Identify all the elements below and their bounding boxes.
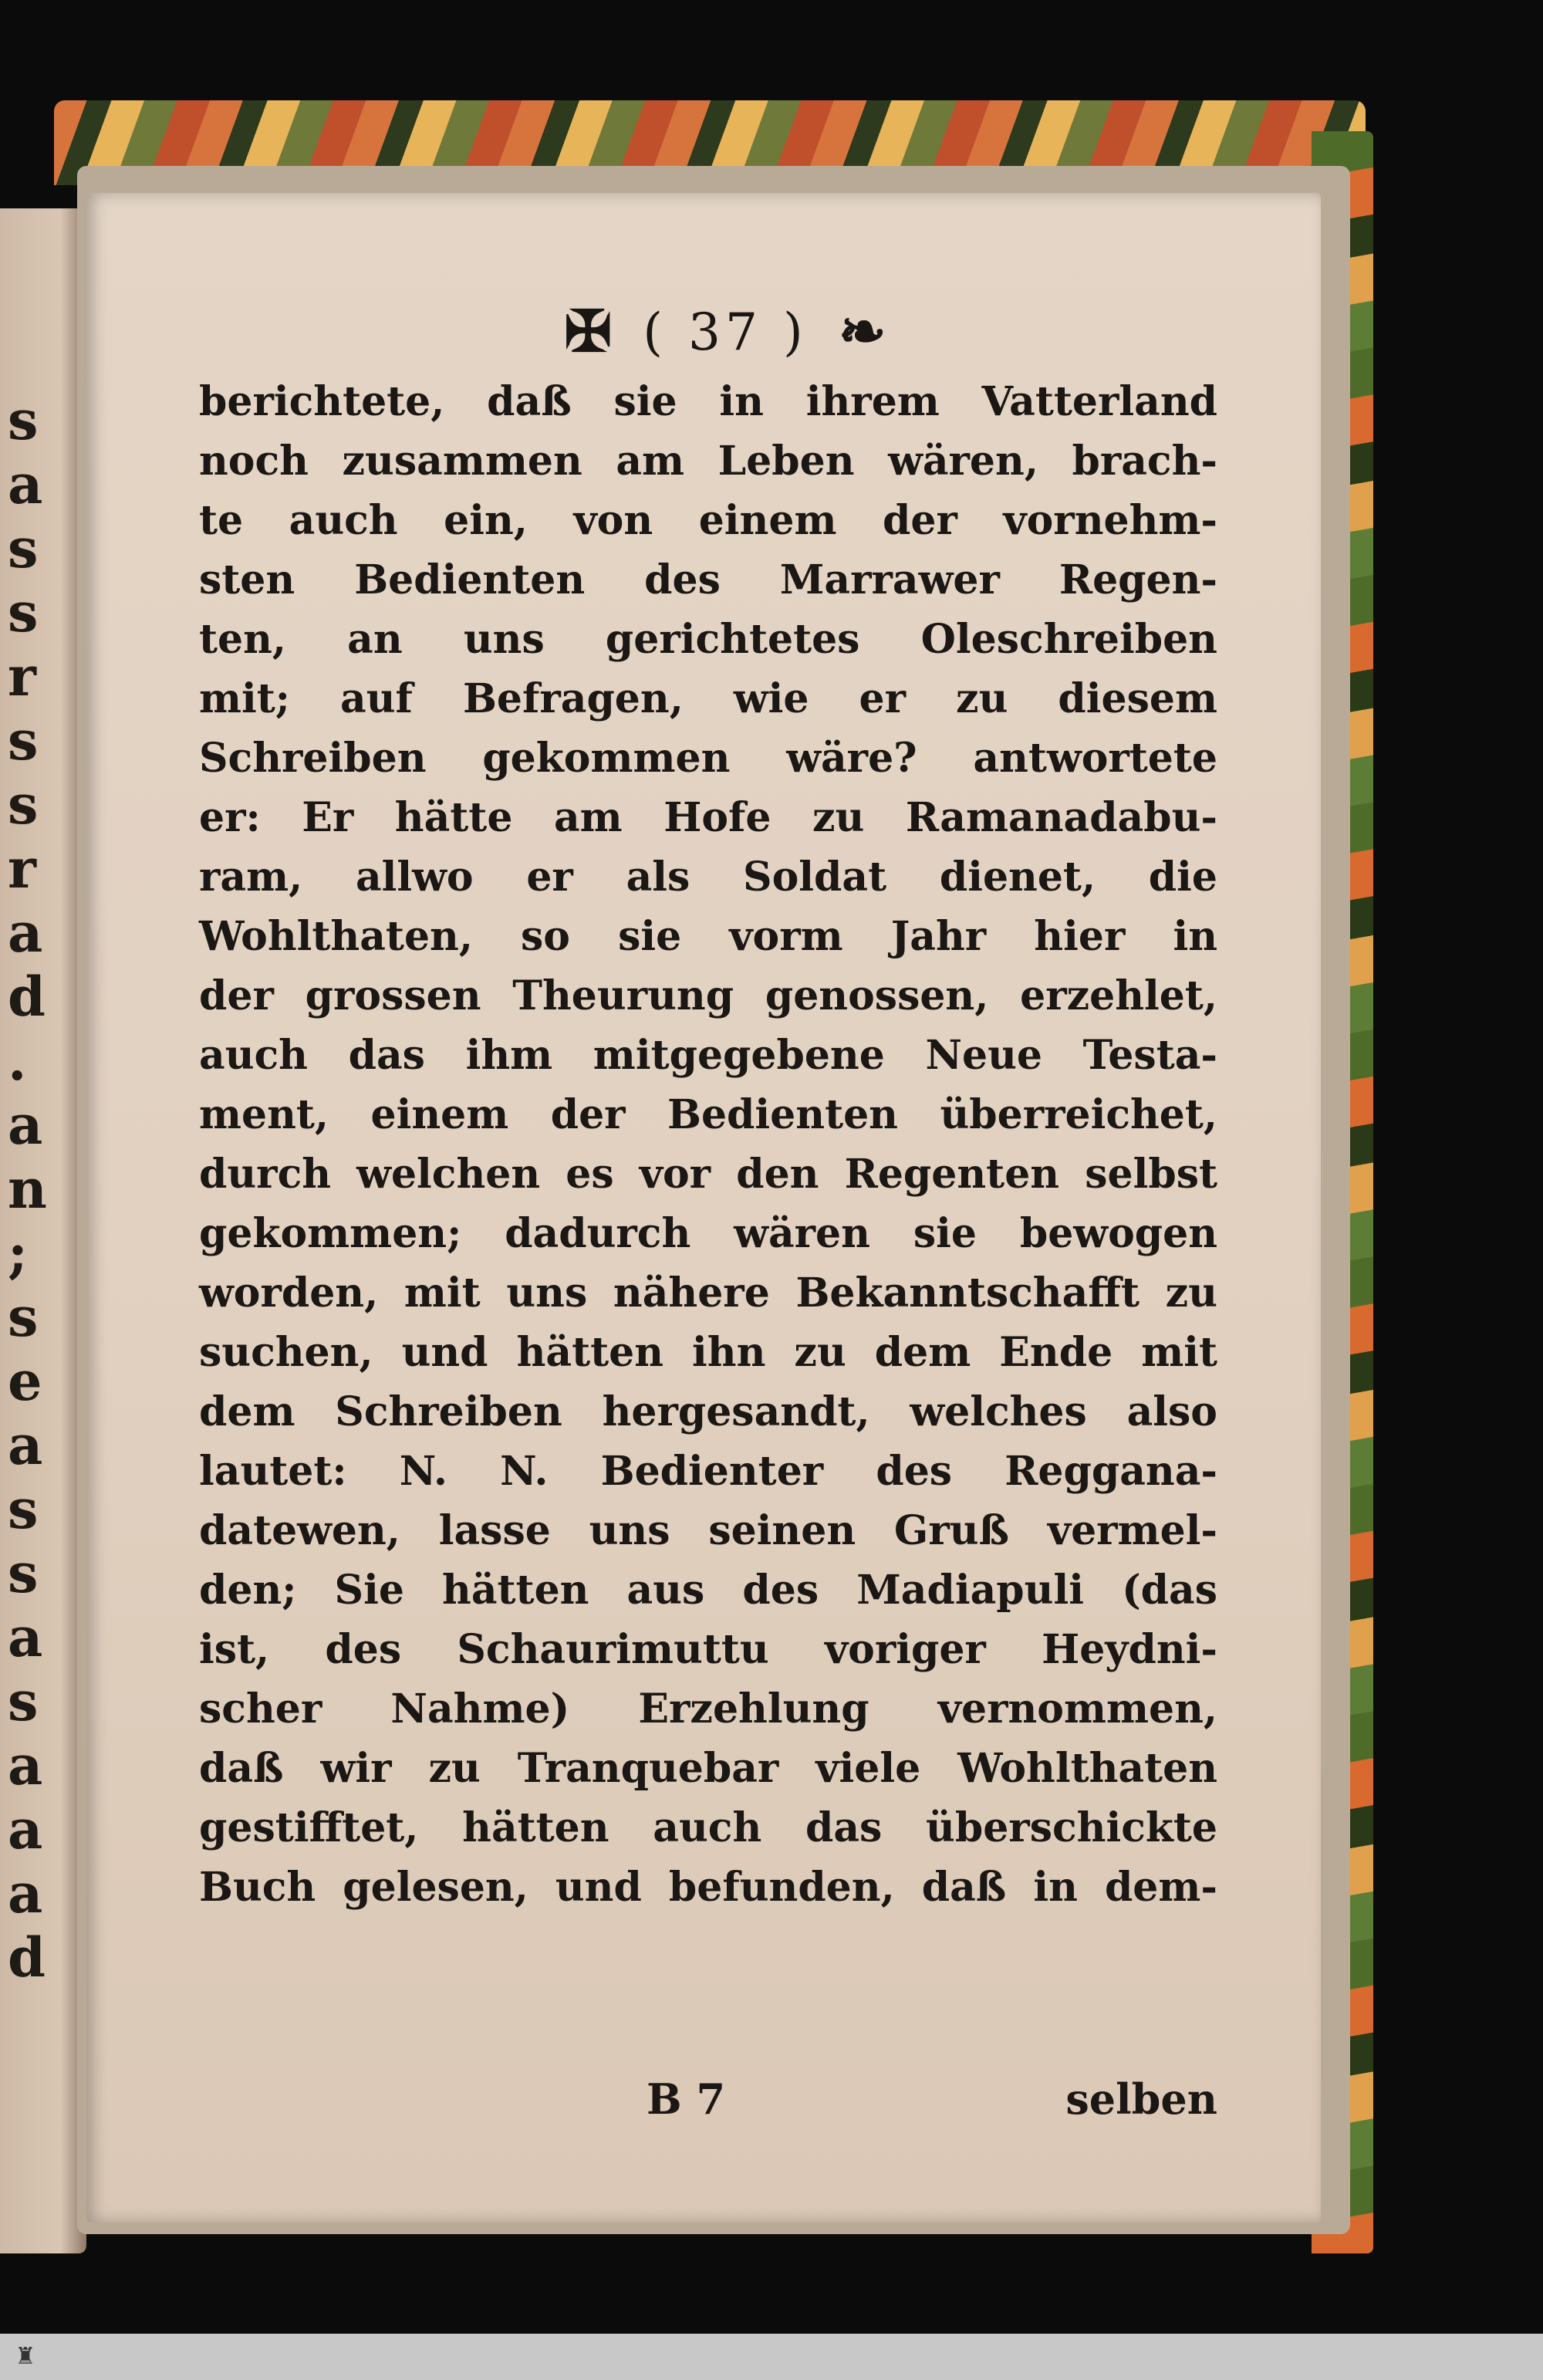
viewer-bottom-bar — [0, 2334, 1543, 2380]
text-line-content: er: Er hätte am Hofe zu Ramanadabu- — [199, 794, 1217, 841]
text-line — [199, 669, 1217, 729]
catchword: selben — [1065, 2074, 1217, 2124]
text-line — [199, 1263, 1217, 1323]
text-line-content: der grossen Theurung genossen, erzehlet, — [199, 972, 1217, 1019]
page-number: ( 37 ) — [643, 302, 808, 362]
facing-page-glyph: a — [8, 1861, 43, 1925]
facing-page-glyph: s — [8, 1477, 39, 1541]
facing-page-glyph: s — [8, 1285, 39, 1349]
text-line-content: berichtete, daß sie in ihrem Vatterland — [199, 378, 1217, 425]
text-line-content: noch zusammen am Leben wären, brach- — [199, 438, 1217, 485]
ornament-right-icon: ❧ — [838, 299, 886, 365]
facing-page-glyph: s — [8, 708, 39, 772]
text-line — [199, 491, 1217, 550]
text-line-content: sten Bedienten des Marrawer Regen- — [199, 556, 1217, 603]
text-line — [199, 1085, 1217, 1144]
text-line — [199, 1679, 1217, 1739]
facing-page-edge — [0, 208, 86, 2253]
text-line — [199, 1620, 1217, 1679]
facing-page-glyph: d — [8, 965, 46, 1029]
page-header — [455, 289, 995, 374]
facing-page-glyph: s — [8, 580, 39, 644]
facing-page-glyph: r — [8, 644, 36, 708]
text-line-content: Wohlthaten, so sie vorm Jahr hier in — [199, 913, 1217, 960]
facing-page-glyph: a — [8, 1413, 43, 1477]
facing-page-glyph: s — [8, 1669, 39, 1733]
text-line-content: suchen, und hätten ihn zu dem Ende mit — [199, 1329, 1217, 1376]
text-line — [199, 1323, 1217, 1382]
facing-page-glyph: a — [8, 1733, 43, 1797]
text-line-content: daß wir zu Tranquebar viele Wohlthaten — [199, 1745, 1217, 1792]
text-line-content: gekommen; dadurch wären sie bewogen — [199, 1210, 1217, 1257]
text-line-content: mit; auf Befragen, wie er zu diesem — [199, 675, 1217, 722]
text-line-content: lautet: N. N. Bedienter des Reggana- — [199, 1448, 1217, 1495]
text-line-content: te auch ein, von einem der vornehm- — [199, 497, 1217, 544]
text-line — [199, 729, 1217, 788]
ornament-left-icon: ✠ — [564, 299, 613, 365]
facing-page-glyph: d — [8, 1925, 46, 1990]
facing-page-glyph: n — [8, 1157, 47, 1221]
library-logo-icon: ♜ — [15, 2342, 36, 2370]
facing-page-glyph: s — [8, 1541, 39, 1605]
facing-page-glyph: a — [8, 1605, 43, 1669]
text-line-content: ist, des Schaurimuttu voriger Heydni- — [199, 1626, 1217, 1673]
text-line — [199, 550, 1217, 610]
text-line — [199, 1858, 1217, 1917]
text-line — [199, 847, 1217, 907]
signature-mark: B 7 — [647, 2074, 726, 2124]
facing-page-glyph: a — [8, 452, 43, 516]
text-line — [199, 1560, 1217, 1620]
text-line — [199, 1739, 1217, 1798]
text-line-content: ten, an uns gerichtetes Oleschreiben — [199, 616, 1217, 663]
text-line-content: scher Nahme) Erzehlung vernommen, — [199, 1685, 1217, 1733]
text-line-content: durch welchen es vor den Regenten selbst — [199, 1151, 1217, 1198]
text-line-content: gestifftet, hätten auch das überschickte — [199, 1804, 1217, 1851]
facing-page-glyph: a — [8, 901, 43, 965]
text-line — [199, 1144, 1217, 1204]
body-text — [199, 372, 1217, 1917]
text-line — [199, 966, 1217, 1026]
text-line — [199, 1442, 1217, 1501]
text-line — [199, 907, 1217, 966]
text-line — [199, 1382, 1217, 1442]
facing-page-glyph: a — [8, 1093, 43, 1157]
text-line-content: dem Schreiben hergesandt, welches also — [199, 1388, 1217, 1435]
facing-page-glyph: s — [8, 772, 39, 837]
text-line — [199, 1204, 1217, 1263]
text-line — [199, 372, 1217, 431]
facing-page-glyph: . — [8, 1029, 27, 1093]
facing-page-glyph: s — [8, 516, 39, 580]
text-line — [199, 788, 1217, 847]
text-line-content: Schreiben gekommen wäre? antwortete — [199, 735, 1217, 782]
page-footer — [199, 2074, 1217, 2136]
facing-page-glyph: a — [8, 1797, 43, 1861]
facing-page-glyph: s — [8, 388, 39, 452]
text-line-content: ram, allwo er als Soldat dienet, die — [199, 854, 1217, 901]
text-line-content: datewen, lasse uns seinen Gruß vermel- — [199, 1507, 1217, 1554]
text-line-content: auch das ihm mitgegebene Neue Testa- — [199, 1032, 1217, 1079]
facing-page-glyph: e — [8, 1349, 42, 1413]
text-line — [199, 431, 1217, 491]
text-line — [199, 1026, 1217, 1085]
facing-page-glyph: ; — [8, 1221, 28, 1285]
text-line — [199, 1798, 1217, 1858]
text-line-content: ment, einem der Bedienten überreichet, — [199, 1091, 1217, 1138]
text-line-content: Buch gelesen, und befunden, daß in dem- — [199, 1864, 1217, 1911]
text-line-content: den; Sie hätten aus des Madiapuli (das — [199, 1567, 1217, 1614]
text-line — [199, 610, 1217, 669]
text-line — [199, 1501, 1217, 1560]
text-line-content: worden, mit uns nähere Bekanntschafft zu — [199, 1269, 1217, 1317]
facing-page-glyph: r — [8, 837, 36, 901]
